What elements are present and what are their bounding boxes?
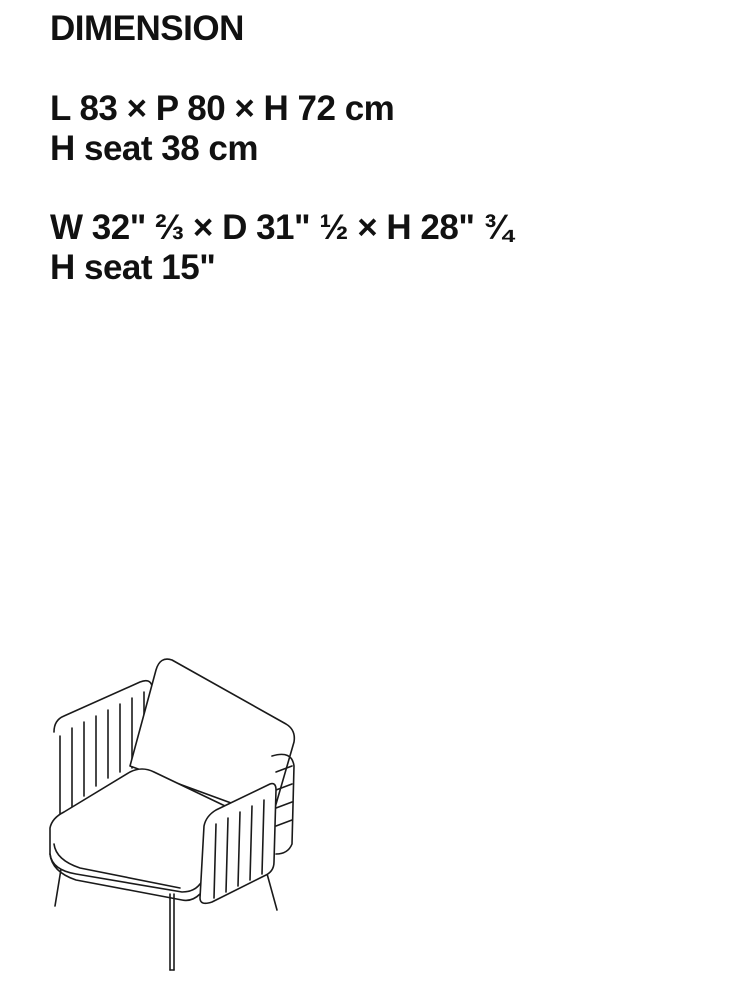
armchair-line-drawing [40, 648, 312, 978]
section-heading: DIMENSION [50, 9, 244, 48]
metric-dimensions [50, 89, 394, 169]
metric-seat-height: H seat 38 cm [50, 129, 259, 168]
imperial-overall-dimensions: W 32" ⅔ × D 31" ½ × H 28" ¾ [50, 208, 513, 247]
metric-overall-dimensions: L 83 × P 80 × H 72 cm [50, 89, 395, 128]
chair-leg-back-right [266, 870, 277, 910]
imperial-dimensions [50, 208, 512, 288]
imperial-seat-height: H seat 15" [50, 248, 216, 287]
